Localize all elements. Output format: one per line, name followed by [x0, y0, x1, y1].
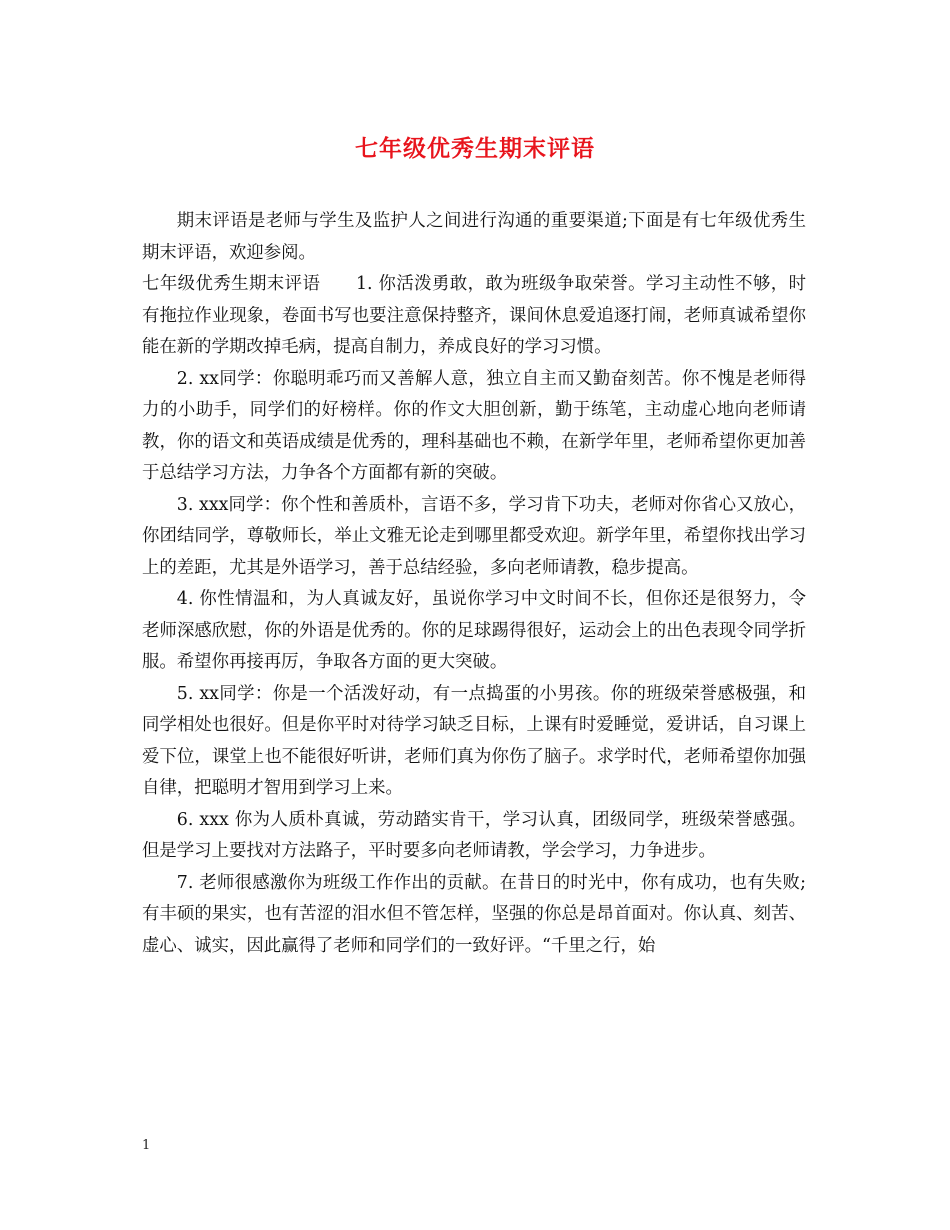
page-number: 1: [142, 1138, 151, 1153]
intro-paragraph: 期末评语是老师与学生及监护人之间进行沟通的重要渠道;下面是有七年级优秀生期末评语，欢迎参阅。: [142, 211, 806, 263]
document-body: [142, 206, 806, 962]
comment-paragraph-1: 七年级优秀生期末评语 1. 你活泼勇敢，敢为班级争取荣誉。学习主动性不够，时有拖拉作业现象，卷面书写也要注意保持整齐，课间休息爱追逐打闹，老师真诚希望你能在新的学期改掉毛病，提高自制力，养成良好的学习习惯。: [142, 274, 806, 357]
document-title: 七年级优秀生期末评语: [355, 135, 595, 162]
comment-paragraph-2: 2. xx同学：你聪明乖巧而又善解人意，独立自主而又勤奋刻苦。你不愧是老师得力的小助手，同学们的好榜样。你的作文大胆创新，勤于练笔，主动虚心地向老师请教，你的语文和英语成绩是优秀的，理科基础也不赖，在新学年里，老师希望你更加善于总结学习方法，力争各个方面都有新的突破。: [142, 368, 806, 483]
comment-paragraph-5: 5. xx同学：你是一个活泼好动，有一点捣蛋的小男孩。你的班级荣誉感极强，和同学相处也很好。但是你平时对待学习缺乏目标，上课有时爱睡觉，爱讲话，自习课上爱下位，课堂上也不能很好听讲，老师们真为你伤了脑子。求学时代，老师希望你加强自律，把聪明才智用到学习上来。: [142, 683, 806, 798]
comment-paragraph-3: 3. xxx同学：你个性和善质朴，言语不多，学习肯下功夫，老师对你省心又放心，你团结同学，尊敬师长，举止文雅无论走到哪里都受欢迎。新学年里，希望你找出学习上的差距，尤其是外语学习，善于总结经验，多向老师请教，稳步提高。: [142, 494, 806, 578]
comment-paragraph-4: 4. 你性情温和，为人真诚友好，虽说你学习中文时间不长，但你还是很努力，令老师深感欣慰，你的外语是优秀的。你的足球踢得很好，运动会上的出色表现令同学折服。希望你再接再厉，争取各方面的更大突破。: [142, 589, 806, 672]
comment-paragraph-6: 6. xxx 你为人质朴真诚，劳动踏实肯干，学习认真，团级同学，班级荣誉感强。但是学习上要找对方法路子，平时要多向老师请教，学会学习，力争进步。: [142, 809, 806, 861]
comment-paragraph-7: 7. 老师很感激你为班级工作作出的贡献。在昔日的时光中，你有成功，也有失败;有丰硕的果实，也有苦涩的泪水但不管怎样，坚强的你总是昂首面对。你认真、刻苦、虚心、诚实，因此赢得了老师和同学们的一致好评。“千里之行，始: [142, 872, 806, 956]
